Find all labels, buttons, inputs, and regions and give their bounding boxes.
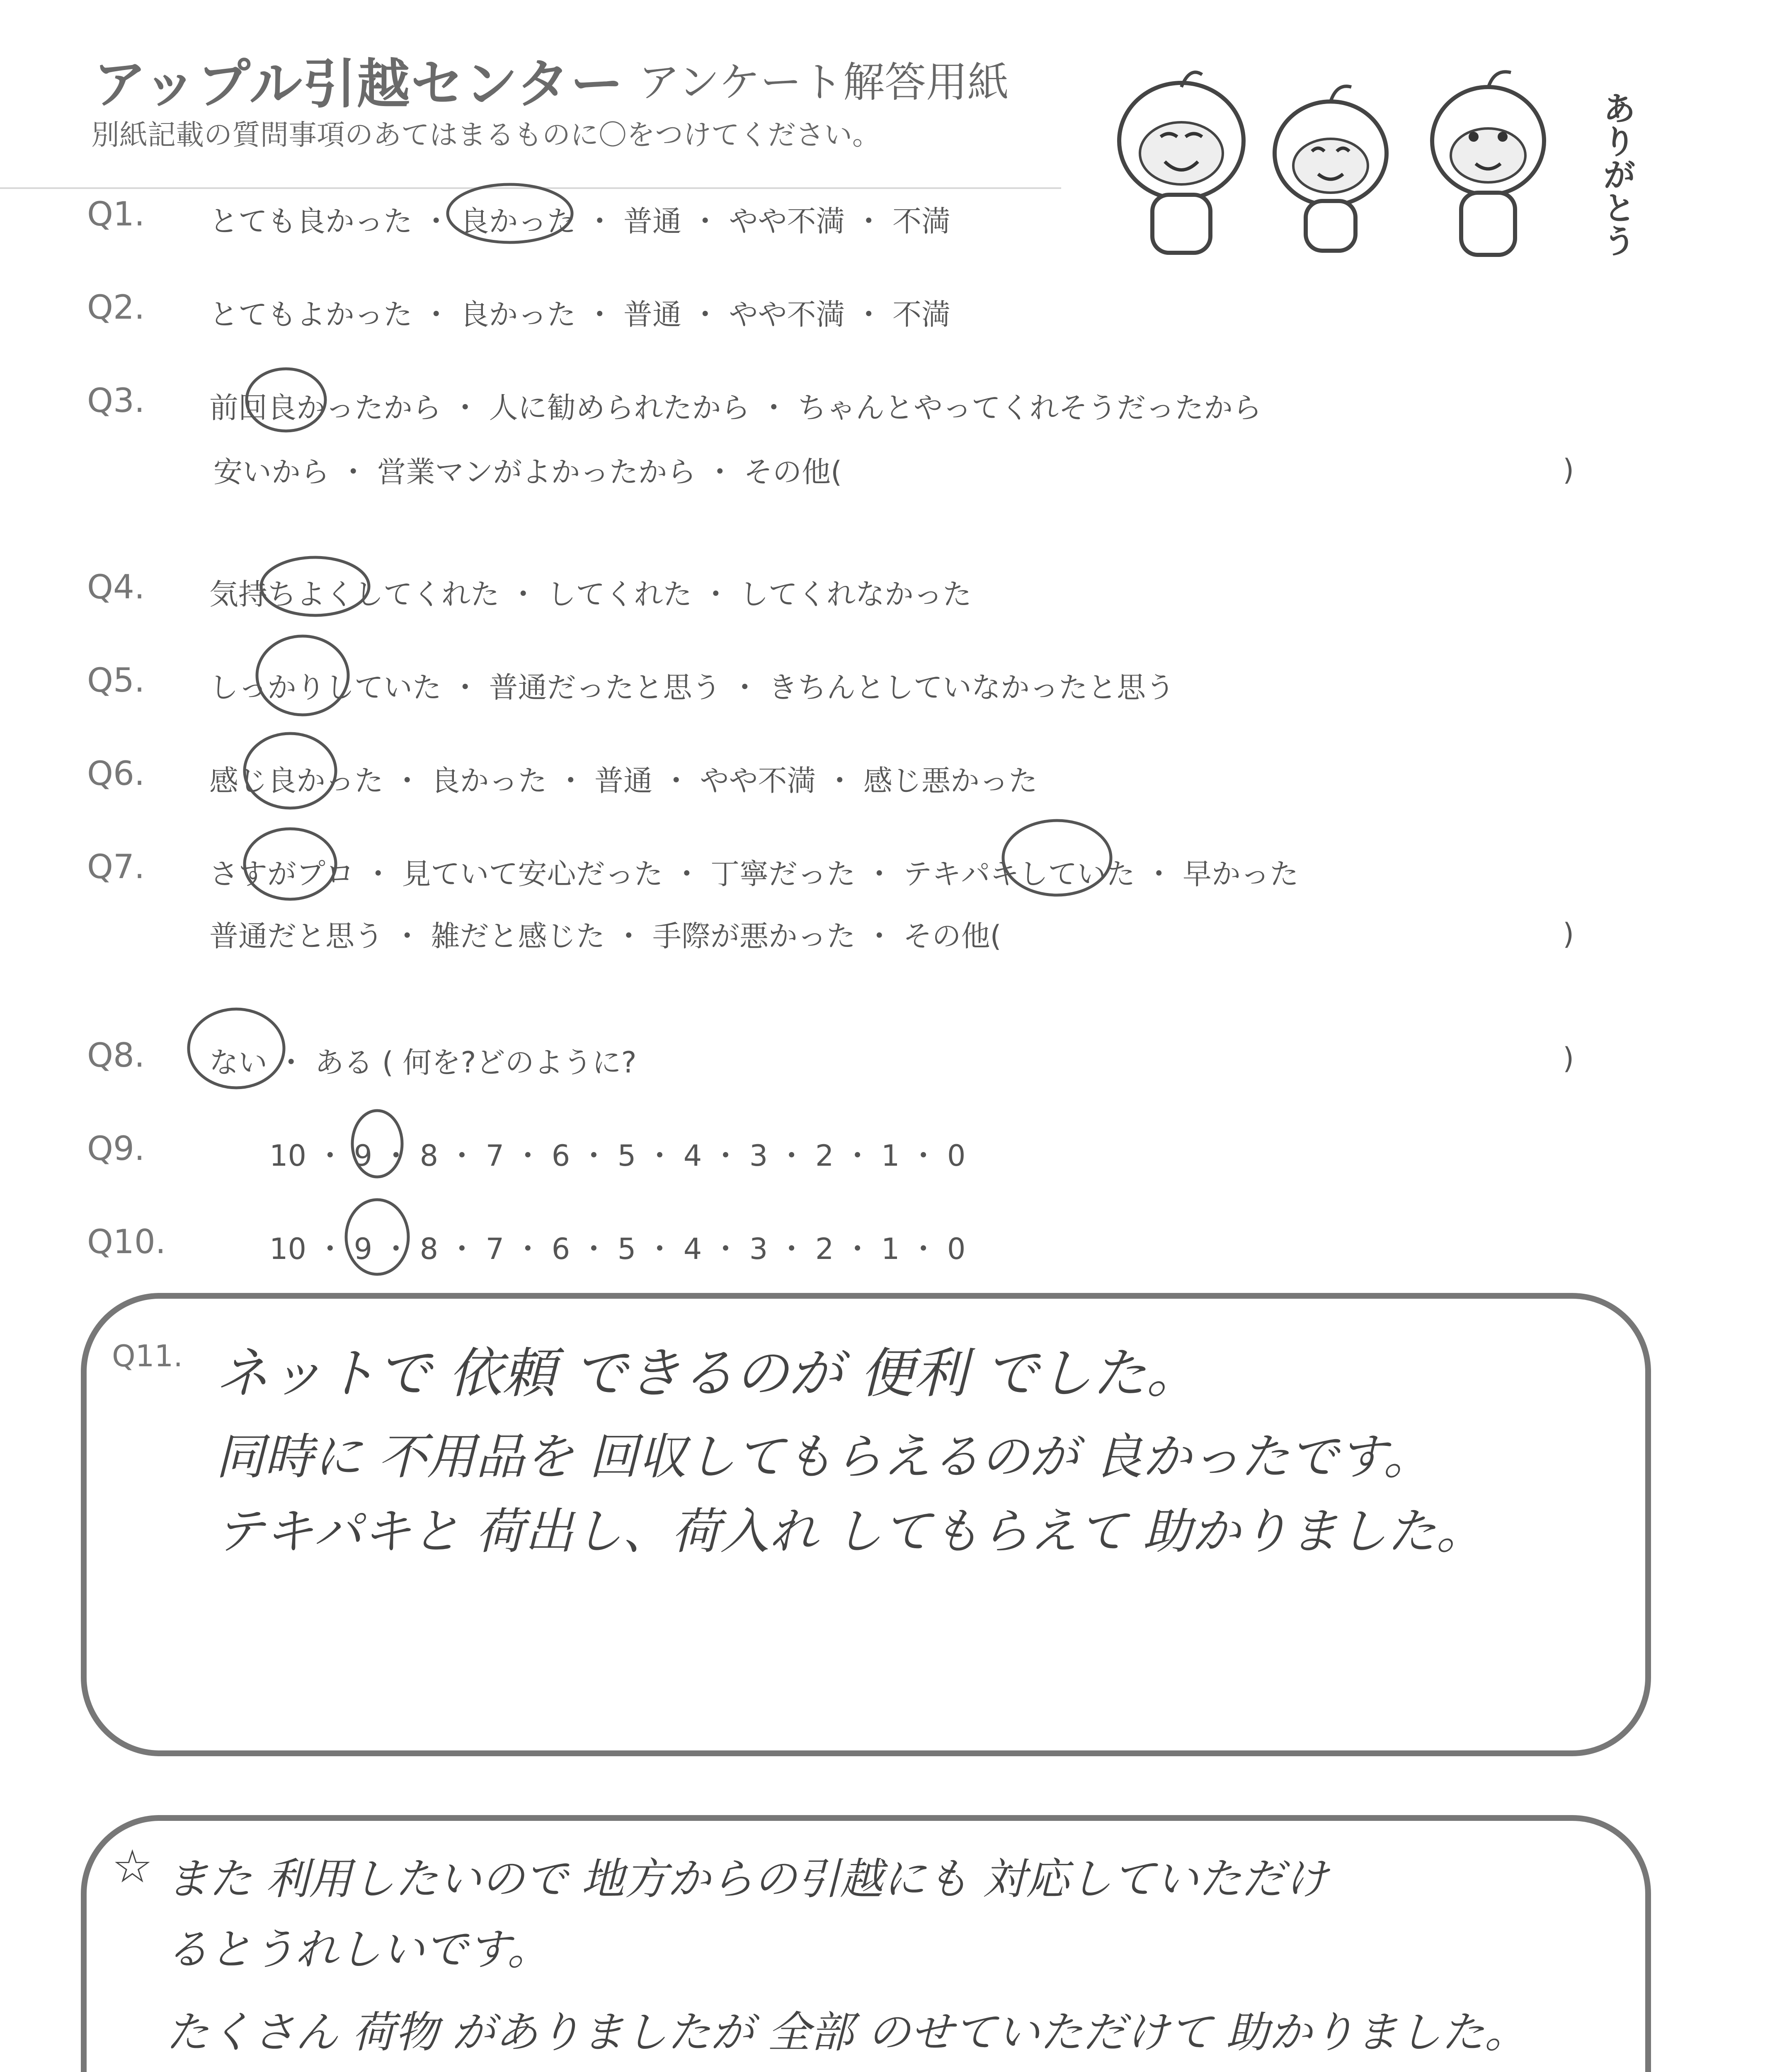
comment-handwritten-line: また 利用したいので 地方からの引越にも 対応していただけ	[166, 1854, 1328, 1904]
q11-label: Q11.	[112, 1339, 183, 1373]
close-paren: )	[1563, 917, 1574, 951]
question-options: 前回良かったから ・ 人に勧められたから ・ ちゃんとやってくれそうだったから	[209, 391, 1262, 425]
question-number: Q10.	[87, 1222, 166, 1261]
company-title: アップル引越センター	[93, 53, 624, 115]
question-options-line2: 普通だと思う ・ 雑だと感じた ・ 手際が悪かった ・ その他(	[209, 919, 1001, 953]
q11-handwritten-line: テキパキと 荷出し、荷入れ してもらえて 助かりました。	[216, 1503, 1485, 1560]
comment-handwritten-line: たくさん 荷物 がありましたが 全部 のせていただけて 助かりました。	[166, 2007, 1528, 2057]
close-paren: )	[1563, 1041, 1574, 1075]
star-icon: ☆	[112, 1840, 153, 1893]
question-number: Q9.	[87, 1129, 145, 1168]
question-number: Q1.	[87, 195, 145, 233]
score-scale: 10 ・ 9 ・ 8 ・ 7 ・ 6 ・ 5 ・ 4 ・ 3 ・ 2 ・ 1 ・ 0	[269, 1139, 966, 1173]
circle-mark	[247, 369, 325, 431]
question-number: Q4.	[87, 568, 145, 606]
instructions: 別紙記載の質問事項のあてはまるものに〇をつけてください。	[91, 119, 881, 152]
question-options: とても良かった ・ 良かった ・ 普通 ・ やや不満 ・ 不満	[209, 204, 951, 238]
question-options: とてもよかった ・ 良かった ・ 普通 ・ やや不満 ・ 不満	[209, 298, 951, 332]
circle-mark	[346, 1200, 408, 1274]
circle-mark	[448, 184, 572, 242]
circle-mark	[261, 557, 369, 615]
question-options: さすがプロ ・ 見ていて安心だった ・ 丁寧だった ・ テキパキしていた ・ 早かった	[209, 857, 1299, 891]
form-title: アンケート解答用紙	[638, 58, 1009, 107]
circle-mark	[245, 733, 336, 808]
question-options-line2: 安いから ・ 営業マンがよかったから ・ その他(	[213, 455, 842, 489]
question-number: Q8.	[87, 1036, 145, 1075]
q11-handwritten-line: 同時に 不用品を 回収してもらえるのが 良かったです。	[216, 1428, 1433, 1485]
question-options: 感じ良かった ・ 良かった ・ 普通 ・ やや不満 ・ 感じ悪かった	[209, 764, 1038, 798]
question-number: Q6.	[87, 754, 145, 793]
question-number: Q5.	[87, 661, 145, 700]
question-options: しっかりしていた ・ 普通だったと思う ・ きちんとしていなかったと思う	[209, 670, 1175, 704]
question-number: Q3.	[87, 381, 145, 420]
circle-mark	[245, 829, 336, 899]
question-number: Q7.	[87, 847, 145, 886]
comment-handwritten-line: るとうれしいです。	[166, 1924, 550, 1975]
circle-mark	[257, 636, 348, 715]
question-options: ない ・ ある ( 何を?どのように?	[209, 1046, 637, 1080]
circle-mark	[189, 1009, 284, 1088]
question-number: Q2.	[87, 288, 145, 327]
q11-handwritten-line: ネットで 依頼 できるのが 便利 でした。	[216, 1342, 1200, 1405]
mascot-caption: ありがとう	[1597, 91, 1636, 257]
close-paren: )	[1563, 453, 1574, 487]
circle-mark	[1003, 821, 1111, 895]
circle-mark	[352, 1111, 402, 1177]
score-scale: 10 ・ 9 ・ 8 ・ 7 ・ 6 ・ 5 ・ 4 ・ 3 ・ 2 ・ 1 ・ 0	[269, 1232, 966, 1266]
question-options: 気持ちよくしてくれた ・ してくれた ・ してくれなかった	[209, 577, 972, 611]
